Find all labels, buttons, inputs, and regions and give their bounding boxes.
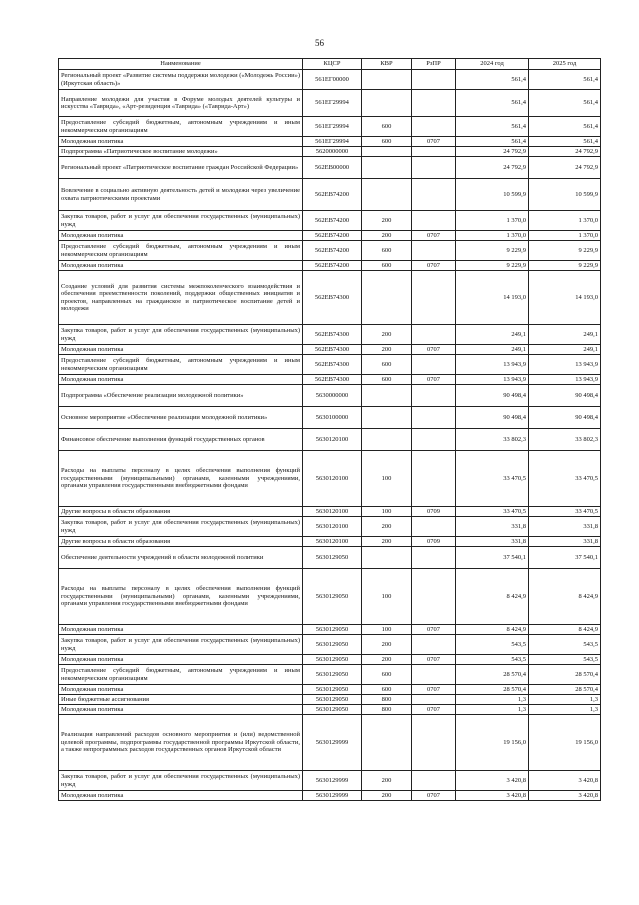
row-value-2024: 543,5 <box>456 655 529 665</box>
row-value-2025: 90 498,4 <box>529 407 601 429</box>
row-rzpr: 0707 <box>412 655 456 665</box>
row-name: Создание условий для развития системы межпоколенческого взаимодействия и обеспечения преемственности поколений, поддержки общественных инициатив и проектов, направленных на гражданское и патриотическое воспитание детей и молодежи <box>59 271 303 325</box>
table-header-row <box>59 59 601 70</box>
row-kcsr: 5630129050 <box>303 695 362 705</box>
row-value-2024: 249,1 <box>456 345 529 355</box>
row-rzpr <box>412 429 456 451</box>
row-name: Закупка товаров, работ и услуг для обеспечения государственных (муниципальных) нужд <box>59 211 303 231</box>
row-value-2025: 3 420,8 <box>529 791 601 801</box>
row-name: Молодежная политика <box>59 231 303 241</box>
row-name: Закупка товаров, работ и услуг для обеспечения государственных (муниципальных) нужд <box>59 325 303 345</box>
row-kcsr: 5630129999 <box>303 791 362 801</box>
row-rzpr: 0707 <box>412 137 456 147</box>
row-value-2025: 10 599,9 <box>529 179 601 211</box>
row-kvr: 200 <box>362 537 412 547</box>
row-value-2024: 19 156,0 <box>456 715 529 771</box>
row-name: Молодежная политика <box>59 261 303 271</box>
row-name: Обеспечение деятельности учреждений в области молодежной политики <box>59 547 303 569</box>
row-kcsr: 5630100000 <box>303 407 362 429</box>
row-rzpr <box>412 569 456 625</box>
row-kvr: 200 <box>362 231 412 241</box>
row-kvr: 200 <box>362 635 412 655</box>
row-value-2025: 13 943,9 <box>529 375 601 385</box>
row-name: Закупка товаров, работ и услуг для обеспечения государственных (муниципальных) нужд <box>59 635 303 655</box>
row-kcsr: 5630129050 <box>303 705 362 715</box>
row-kvr <box>362 271 412 325</box>
table-row <box>59 179 601 211</box>
row-kvr <box>362 407 412 429</box>
table-row <box>59 655 601 665</box>
row-rzpr <box>412 771 456 791</box>
row-name: Финансовое обеспечение выполнения функций государственных органов <box>59 429 303 451</box>
table-row <box>59 635 601 655</box>
row-kcsr: 561ЕГ00000 <box>303 70 362 90</box>
row-name: Молодежная политика <box>59 685 303 695</box>
row-value-2024: 37 540,1 <box>456 547 529 569</box>
row-kvr: 800 <box>362 695 412 705</box>
row-value-2025: 33 470,5 <box>529 451 601 507</box>
row-name: Молодежная политика <box>59 625 303 635</box>
row-value-2024: 543,5 <box>456 635 529 655</box>
row-rzpr <box>412 70 456 90</box>
row-value-2024: 561,4 <box>456 90 529 117</box>
row-value-2025: 561,4 <box>529 137 601 147</box>
row-name: Молодежная политика <box>59 375 303 385</box>
row-value-2025: 8 424,9 <box>529 625 601 635</box>
header-year-2025: 2025 год <box>529 59 601 70</box>
row-kvr: 200 <box>362 517 412 537</box>
table-row <box>59 429 601 451</box>
row-value-2025: 28 570,4 <box>529 685 601 695</box>
row-name: Молодежная политика <box>59 705 303 715</box>
row-rzpr <box>412 355 456 375</box>
row-name: Иные бюджетные ассигнования <box>59 695 303 705</box>
row-rzpr <box>412 451 456 507</box>
row-value-2024: 3 420,8 <box>456 791 529 801</box>
row-kcsr: 562ЕВ74200 <box>303 241 362 261</box>
table-row <box>59 117 601 137</box>
page-number: 56 <box>315 38 324 48</box>
row-kcsr: 5630129050 <box>303 665 362 685</box>
row-kcsr: 5630129050 <box>303 569 362 625</box>
table-row <box>59 70 601 90</box>
table-row <box>59 695 601 705</box>
row-value-2025: 561,4 <box>529 70 601 90</box>
row-kvr: 200 <box>362 791 412 801</box>
row-value-2024: 28 570,4 <box>456 685 529 695</box>
row-kcsr: 5630129050 <box>303 547 362 569</box>
row-value-2025: 3 420,8 <box>529 771 601 791</box>
row-value-2024: 8 424,9 <box>456 569 529 625</box>
row-name: Направление молодежи для участия в Форуме молодых деятелей культуры и искусства «Таврида», «Арт-резиденция «Таврида» («Таврида-Арт») <box>59 90 303 117</box>
row-value-2024: 90 498,4 <box>456 385 529 407</box>
row-name: Молодежная политика <box>59 345 303 355</box>
row-name: Расходы на выплаты персоналу в целях обеспечения выполнения функций государственными (муниципальными) органами, казенными учреждениями, органами управления государственными внебюджетными фондами <box>59 451 303 507</box>
row-kcsr: 5630129999 <box>303 715 362 771</box>
row-value-2024: 33 470,5 <box>456 507 529 517</box>
table-row <box>59 791 601 801</box>
row-name: Региональный проект «Развитие системы поддержки молодежи («Молодежь России») (Иркутская область)» <box>59 70 303 90</box>
row-value-2024: 10 599,9 <box>456 179 529 211</box>
row-kcsr: 561ЕГ29994 <box>303 90 362 117</box>
row-kvr: 600 <box>362 241 412 261</box>
row-value-2025: 543,5 <box>529 655 601 665</box>
row-value-2024: 249,1 <box>456 325 529 345</box>
row-value-2025: 331,8 <box>529 517 601 537</box>
row-rzpr <box>412 385 456 407</box>
table-row <box>59 355 601 375</box>
row-value-2024: 24 792,9 <box>456 157 529 179</box>
row-rzpr: 0707 <box>412 345 456 355</box>
row-kcsr: 562ЕВ74200 <box>303 211 362 231</box>
row-kvr: 100 <box>362 625 412 635</box>
row-value-2024: 3 420,8 <box>456 771 529 791</box>
row-kvr: 600 <box>362 137 412 147</box>
row-kvr: 100 <box>362 569 412 625</box>
row-rzpr: 0709 <box>412 537 456 547</box>
row-rzpr <box>412 241 456 261</box>
header-rzpr: РзПР <box>412 59 456 70</box>
table-row <box>59 715 601 771</box>
row-kvr: 200 <box>362 325 412 345</box>
row-value-2024: 561,4 <box>456 70 529 90</box>
row-kcsr: 5630120100 <box>303 429 362 451</box>
row-value-2024: 9 229,9 <box>456 261 529 271</box>
row-name: Другие вопросы в области образования <box>59 507 303 517</box>
row-value-2024: 1,3 <box>456 695 529 705</box>
row-name: Закупка товаров, работ и услуг для обеспечения государственных (муниципальных) нужд <box>59 517 303 537</box>
header-year-2024: 2024 год <box>456 59 529 70</box>
row-kvr <box>362 429 412 451</box>
row-rzpr <box>412 211 456 231</box>
row-rzpr: 0707 <box>412 685 456 695</box>
table-row <box>59 547 601 569</box>
row-value-2025: 37 540,1 <box>529 547 601 569</box>
row-value-2024: 331,8 <box>456 537 529 547</box>
row-value-2024: 1,3 <box>456 705 529 715</box>
row-rzpr <box>412 90 456 117</box>
row-value-2025: 9 229,9 <box>529 261 601 271</box>
row-kcsr: 562ЕВ74300 <box>303 375 362 385</box>
table-row <box>59 147 601 157</box>
row-name: Предоставление субсидий бюджетным, автономным учреждениям и иным некоммерческим организациям <box>59 117 303 137</box>
row-kvr: 600 <box>362 665 412 685</box>
row-value-2025: 9 229,9 <box>529 241 601 261</box>
row-kvr: 200 <box>362 345 412 355</box>
row-kvr <box>362 547 412 569</box>
row-kcsr: 562ЕВ00000 <box>303 157 362 179</box>
row-rzpr <box>412 117 456 137</box>
row-value-2025: 561,4 <box>529 117 601 137</box>
row-value-2024: 90 498,4 <box>456 407 529 429</box>
row-value-2024: 9 229,9 <box>456 241 529 261</box>
row-value-2024: 561,4 <box>456 137 529 147</box>
row-rzpr: 0707 <box>412 625 456 635</box>
table-body <box>59 70 601 801</box>
row-kcsr: 562ЕВ74200 <box>303 231 362 241</box>
row-name: Предоставление субсидий бюджетным, автономным учреждениям и иным некоммерческим организациям <box>59 241 303 261</box>
row-value-2025: 24 792,9 <box>529 147 601 157</box>
row-value-2024: 28 570,4 <box>456 665 529 685</box>
table-row <box>59 537 601 547</box>
row-kcsr: 562ЕВ74300 <box>303 271 362 325</box>
row-kvr: 200 <box>362 211 412 231</box>
table-row <box>59 241 601 261</box>
row-value-2025: 33 470,5 <box>529 507 601 517</box>
row-name: Предоставление субсидий бюджетным, автономным учреждениям и иным некоммерческим организациям <box>59 665 303 685</box>
table-row <box>59 375 601 385</box>
row-kcsr: 561ЕГ29994 <box>303 137 362 147</box>
header-kcsr: КЦСР <box>303 59 362 70</box>
row-rzpr <box>412 547 456 569</box>
row-kvr: 100 <box>362 507 412 517</box>
row-value-2025: 543,5 <box>529 635 601 655</box>
header-name: Наименование <box>59 59 303 70</box>
row-rzpr <box>412 407 456 429</box>
table-row <box>59 705 601 715</box>
table-row <box>59 569 601 625</box>
table-row <box>59 451 601 507</box>
row-kvr: 600 <box>362 685 412 695</box>
row-rzpr <box>412 147 456 157</box>
table-row <box>59 385 601 407</box>
row-name: Реализация направлений расходов основного мероприятия и (или) ведомственной целевой программы, подпрограммы государственной программы Иркутской области, а также непрограммных расходов государственных органов Иркутской области <box>59 715 303 771</box>
row-value-2024: 13 943,9 <box>456 355 529 375</box>
row-kcsr: 5630120100 <box>303 451 362 507</box>
row-kcsr: 5630129050 <box>303 655 362 665</box>
row-name: Региональный проект «Патриотическое воспитание граждан Российской Федерации» <box>59 157 303 179</box>
row-kvr <box>362 179 412 211</box>
table-row <box>59 345 601 355</box>
row-kvr <box>362 90 412 117</box>
row-kvr: 200 <box>362 771 412 791</box>
row-rzpr <box>412 635 456 655</box>
row-kvr: 100 <box>362 451 412 507</box>
row-kcsr: 562ЕВ74300 <box>303 355 362 375</box>
row-value-2025: 90 498,4 <box>529 385 601 407</box>
row-rzpr <box>412 325 456 345</box>
row-rzpr: 0707 <box>412 705 456 715</box>
row-value-2024: 1 370,0 <box>456 231 529 241</box>
table-row <box>59 271 601 325</box>
row-name: Молодежная политика <box>59 655 303 665</box>
row-rzpr: 0709 <box>412 507 456 517</box>
row-value-2024: 33 802,3 <box>456 429 529 451</box>
row-name: Закупка товаров, работ и услуг для обеспечения государственных (муниципальных) нужд <box>59 771 303 791</box>
row-name: Основное мероприятие «Обеспечение реализации молодежной политики» <box>59 407 303 429</box>
row-value-2024: 13 943,9 <box>456 375 529 385</box>
row-kcsr: 5630129050 <box>303 635 362 655</box>
row-value-2024: 8 424,9 <box>456 625 529 635</box>
row-value-2025: 1,3 <box>529 695 601 705</box>
row-value-2024: 561,4 <box>456 117 529 137</box>
row-name: Предоставление субсидий бюджетным, автономным учреждениям и иным некоммерческим организациям <box>59 355 303 375</box>
row-kvr <box>362 385 412 407</box>
row-kvr <box>362 70 412 90</box>
row-kcsr: 562ЕВ74200 <box>303 261 362 271</box>
row-rzpr: 0707 <box>412 791 456 801</box>
row-value-2025: 1 370,0 <box>529 211 601 231</box>
row-kcsr: 562ЕВ74300 <box>303 325 362 345</box>
row-kvr: 600 <box>362 375 412 385</box>
table-row <box>59 157 601 179</box>
row-kcsr: 562ЕВ74200 <box>303 179 362 211</box>
table-row <box>59 261 601 271</box>
row-rzpr: 0707 <box>412 231 456 241</box>
row-value-2025: 1 370,0 <box>529 231 601 241</box>
row-name: Другие вопросы в области образования <box>59 537 303 547</box>
table-row <box>59 685 601 695</box>
row-value-2025: 331,8 <box>529 537 601 547</box>
row-name: Расходы на выплаты персоналу в целях обеспечения выполнения функций государственными (муниципальными) органами, казенными учреждениями, органами управления государственными внебюджетными фондами <box>59 569 303 625</box>
row-value-2025: 13 943,9 <box>529 355 601 375</box>
row-kcsr: 5630120100 <box>303 537 362 547</box>
row-value-2025: 19 156,0 <box>529 715 601 771</box>
row-name: Молодежная политика <box>59 791 303 801</box>
row-kcsr: 5630120100 <box>303 507 362 517</box>
row-kvr: 600 <box>362 355 412 375</box>
row-kcsr: 5630129050 <box>303 685 362 695</box>
row-kvr <box>362 147 412 157</box>
row-value-2025: 33 802,3 <box>529 429 601 451</box>
table-row <box>59 507 601 517</box>
row-name: Подпрограмма «Патриотическое воспитание молодежи» <box>59 147 303 157</box>
row-rzpr <box>412 695 456 705</box>
row-kcsr: 561ЕГ29994 <box>303 117 362 137</box>
row-name: Молодежная политика <box>59 137 303 147</box>
row-kvr: 200 <box>362 655 412 665</box>
table-row <box>59 407 601 429</box>
row-kvr <box>362 715 412 771</box>
table-row <box>59 517 601 537</box>
row-value-2025: 14 193,0 <box>529 271 601 325</box>
row-rzpr <box>412 715 456 771</box>
row-kcsr: 5620000000 <box>303 147 362 157</box>
row-value-2025: 561,4 <box>529 90 601 117</box>
row-value-2025: 249,1 <box>529 345 601 355</box>
row-kvr: 600 <box>362 117 412 137</box>
row-kvr: 800 <box>362 705 412 715</box>
row-kvr: 600 <box>362 261 412 271</box>
row-rzpr <box>412 179 456 211</box>
row-kcsr: 5630129999 <box>303 771 362 791</box>
table-row <box>59 771 601 791</box>
row-value-2025: 249,1 <box>529 325 601 345</box>
row-value-2024: 1 370,0 <box>456 211 529 231</box>
table-row <box>59 625 601 635</box>
row-rzpr <box>412 271 456 325</box>
row-value-2024: 33 470,5 <box>456 451 529 507</box>
row-kcsr: 5630129050 <box>303 625 362 635</box>
row-value-2024: 14 193,0 <box>456 271 529 325</box>
row-kcsr: 5630000000 <box>303 385 362 407</box>
row-value-2024: 331,8 <box>456 517 529 537</box>
row-kcsr: 562ЕВ74300 <box>303 345 362 355</box>
row-value-2025: 8 424,9 <box>529 569 601 625</box>
budget-table <box>58 58 601 801</box>
row-name: Вовлечение в социально активную деятельность детей и молодежи через увеличение охвата патриотическими проектами <box>59 179 303 211</box>
row-rzpr <box>412 157 456 179</box>
table-row <box>59 90 601 117</box>
table-row <box>59 665 601 685</box>
row-kvr <box>362 157 412 179</box>
row-value-2024: 24 792,9 <box>456 147 529 157</box>
row-rzpr <box>412 517 456 537</box>
row-value-2025: 28 570,4 <box>529 665 601 685</box>
row-kcsr: 5630120100 <box>303 517 362 537</box>
row-name: Подпрограмма «Обеспечение реализации молодежной политики» <box>59 385 303 407</box>
row-rzpr: 0707 <box>412 261 456 271</box>
table-row <box>59 211 601 231</box>
row-value-2025: 1,3 <box>529 705 601 715</box>
row-rzpr: 0707 <box>412 375 456 385</box>
row-value-2025: 24 792,9 <box>529 157 601 179</box>
table-row <box>59 137 601 147</box>
table-row <box>59 325 601 345</box>
table-row <box>59 231 601 241</box>
row-rzpr <box>412 665 456 685</box>
header-kvr: КВР <box>362 59 412 70</box>
